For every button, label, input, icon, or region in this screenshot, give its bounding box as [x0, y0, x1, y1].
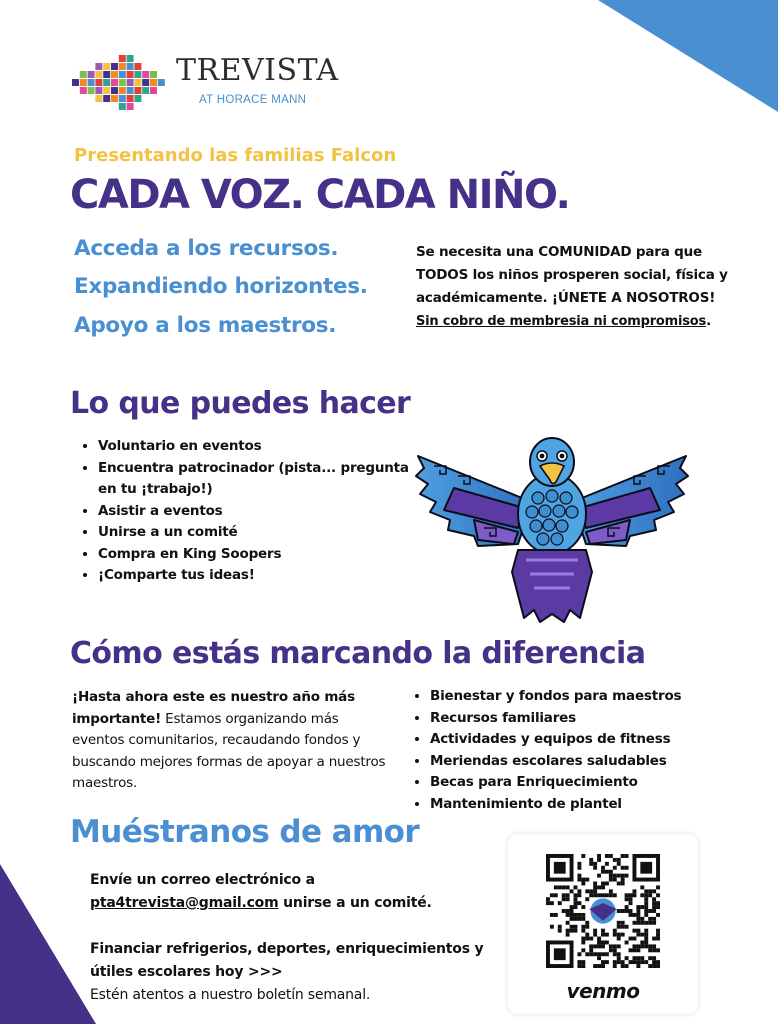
what-you-can-do-list	[72, 436, 428, 587]
membership-note: Sin cobro de membresia ni compromisos	[416, 314, 707, 329]
contact-line-4: Estén atentos a nuestro boletín semanal.	[90, 987, 371, 1003]
difference-paragraph	[72, 687, 392, 795]
venmo-qr-card[interactable]	[508, 834, 698, 1014]
section-title-difference: Cómo estás marcando la diferencia	[70, 636, 646, 671]
venmo-qr-code-icon[interactable]	[546, 854, 660, 968]
contact-line-2: unirse a un comité.	[278, 895, 432, 911]
pixel-mosaic-logo	[72, 55, 166, 111]
list-item: • Voluntario en eventos	[98, 436, 428, 458]
list-item: • Actividades y equipos de fitness	[430, 729, 770, 751]
falcon-mascot-icon	[414, 432, 690, 624]
list-item: • Encuentra patrocinador (pista... pregunta en tu ¡trabajo!)	[98, 458, 428, 501]
community-message	[416, 241, 746, 333]
logo-subtitle: AT HORACE MANN	[199, 94, 307, 106]
contact-line-1: Envíe un correo electrónico a	[90, 872, 315, 888]
tagline-horizons: Expandiendo horizontes.	[74, 274, 368, 299]
intro-text: Presentando las familias Falcon	[74, 145, 397, 166]
logo-name: TREVISTA	[176, 53, 339, 88]
tagline-resources: Acceda a los recursos.	[74, 236, 339, 261]
list-item: • Meriendas escolares saludables	[430, 751, 770, 773]
membership-note-period: .	[706, 313, 712, 329]
page-title: CADA VOZ. CADA NIÑO.	[70, 172, 570, 218]
list-item: • Becas para Enriquecimiento	[430, 772, 770, 794]
contact-block	[90, 869, 510, 1007]
list-item: • Recursos familiares	[430, 708, 770, 730]
list-item: • Asistir a eventos	[98, 501, 428, 523]
corner-decoration-top-right	[598, 0, 778, 112]
venmo-label: venmo	[566, 979, 640, 1003]
difference-paragraph-body: Estamos organizando más eventos comunitarios, recaudando fondos y buscando mejores formas de apoyar a nuestros maestros.	[72, 710, 386, 791]
list-item: • ¡Comparte tus ideas!	[98, 565, 428, 587]
difference-paragraph-lead: ¡Hasta ahora este es nuestro año más importante!	[72, 689, 355, 727]
section-title-show-love: Muéstranos de amor	[70, 814, 420, 850]
list-item: • Mantenimiento de plantel	[430, 794, 770, 816]
list-item: • Bienestar y fondos para maestros	[430, 686, 770, 708]
tagline-teachers: Apoyo a los maestros.	[74, 313, 337, 338]
list-item: • Unirse a un comité	[98, 522, 428, 544]
email-link[interactable]: pta4trevista@gmail.com	[90, 895, 279, 911]
list-item: • Compra en King Soopers	[98, 544, 428, 566]
corner-decoration-bottom-left	[0, 864, 96, 1024]
difference-list	[404, 686, 770, 815]
community-text: Se necesita una COMUNIDAD para que TODOS los niños prosperen social, física y académicamente. ¡ÚNETE A NOSOTROS!	[416, 244, 728, 306]
contact-line-3: Financiar refrigerios, deportes, enriquecimientos y útiles escolares hoy >>>	[90, 941, 484, 980]
section-title-what-you-can-do: Lo que puedes hacer	[70, 386, 411, 421]
